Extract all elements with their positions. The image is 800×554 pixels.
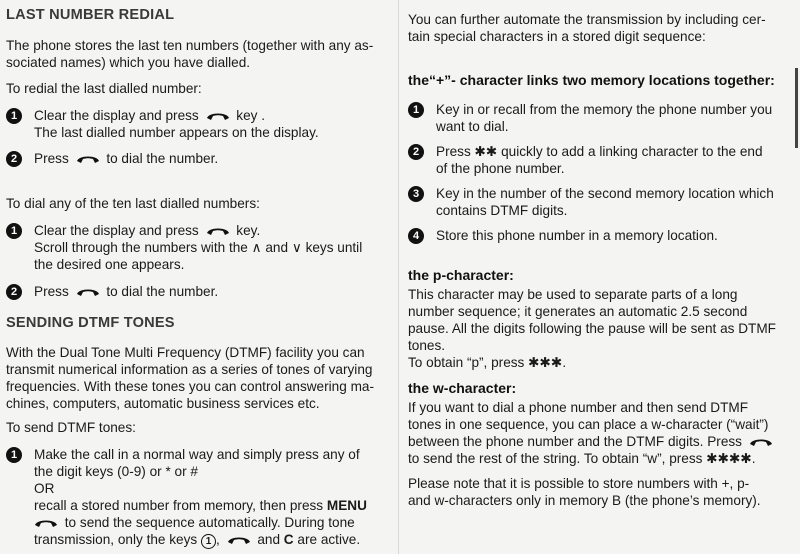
phone-handset-icon xyxy=(76,153,100,164)
phone-handset-icon xyxy=(206,225,230,236)
one-key-icon: 1 xyxy=(201,534,216,549)
step-number-1: 1 xyxy=(6,108,22,124)
plus-step-4: 4 Store this phone number in a memory location. xyxy=(408,227,798,244)
star-key-icon: ✱✱ xyxy=(474,144,498,159)
step-number-2: 2 xyxy=(408,144,424,160)
any-step-2: 2 Press to dial the number. xyxy=(6,283,390,300)
step-number-2: 2 xyxy=(6,284,22,300)
send-step-1: 1 Make the call in a normal way and simply press any of the digit keys (0-9) or * or # OR recall a stored number from memory, then press MENU to send the sequence automatically. During tone transmission, only the keys 1 , and C are active. xyxy=(6,446,390,549)
any-step-1: 1 Clear the display and press key. Scroll through the numbers with the ∧ and ∨ keys until the desired one appears. xyxy=(6,222,390,273)
down-key-icon: ∨ xyxy=(291,240,302,255)
phone-handset-icon xyxy=(76,286,100,297)
redial-heading: LAST NUMBER REDIAL xyxy=(6,7,175,23)
redial-intro: The phone stores the last ten numbers (together with any as- sociated names) which you have dialled. xyxy=(6,38,374,70)
w-character-heading: the w-character: xyxy=(408,380,517,396)
star-key-icon: ✱✱✱✱ xyxy=(706,451,752,466)
phone-handset-icon xyxy=(749,436,773,447)
phone-handset-icon xyxy=(34,517,58,528)
step-number-1: 1 xyxy=(408,102,424,118)
plus-character-heading: the“+”- character links two memory locations together: xyxy=(408,72,775,88)
dtmf-heading: SENDING DTMF TONES xyxy=(6,315,175,331)
step-number-1: 1 xyxy=(6,447,22,463)
plus-step-3: 3 Key in the number of the second memory location which contains DTMF digits. xyxy=(408,185,798,219)
plus-step-1: 1 Key in or recall from the memory the phone number you want to dial. xyxy=(408,101,798,135)
redial-instruction: To redial the last dialled number: xyxy=(6,81,202,96)
plus-step-2: 2 Press ✱✱ quickly to add a linking character to the end of the phone number. xyxy=(408,143,798,177)
redial-step-1: 1 Clear the display and press key . The last dialled number appears on the display. xyxy=(6,107,390,141)
star-key-icon: ✱✱✱ xyxy=(528,355,563,370)
column-divider xyxy=(398,0,399,554)
dtmf-intro: With the Dual Tone Multi Frequency (DTMF) facility you can transmit numerical information as a series of tones of varying frequencies. With these tones you can control answering ma- chines, computers, automatic business services etc. xyxy=(6,345,374,411)
p-character-body: This character may be used to separate parts of a long number sequence; it generates an automatic 2.5 second pause. All the digits following the pause will be sent as DTMF tones. To obtain “p”, press ✱✱✱. xyxy=(408,287,776,370)
c-key-label: C xyxy=(283,532,294,547)
redial-step-2: 2 Press to dial the number. xyxy=(6,150,390,167)
automation-intro: You can further automate the transmission by including cer- tain special characters in a stored digit sequence: xyxy=(408,12,766,44)
step-number-2: 2 xyxy=(6,151,22,167)
w-character-body: If you want to dial a phone number and then send DTMF tones in one sequence, you can place a w-character (“wait”) between the phone number and the DTMF digits. Press to send the rest of the string. To obtain “w”, press ✱✱✱✱. xyxy=(408,399,798,467)
step-number-4: 4 xyxy=(408,228,424,244)
send-dtmf-instruction: To send DTMF tones: xyxy=(6,420,136,435)
p-character-heading: the p-character: xyxy=(408,267,514,283)
step-number-3: 3 xyxy=(408,186,424,202)
step-number-1: 1 xyxy=(6,223,22,239)
any-number-instruction: To dial any of the ten last dialled numbers: xyxy=(6,196,260,211)
phone-handset-icon xyxy=(206,110,230,121)
menu-key-label: MENU xyxy=(326,498,367,513)
up-key-icon: ∧ xyxy=(251,240,262,255)
memory-note: Please note that it is possible to store numbers with +, p- and w-characters only in memory B (the phone’s memory). xyxy=(408,476,761,508)
phone-handset-icon xyxy=(227,534,251,545)
